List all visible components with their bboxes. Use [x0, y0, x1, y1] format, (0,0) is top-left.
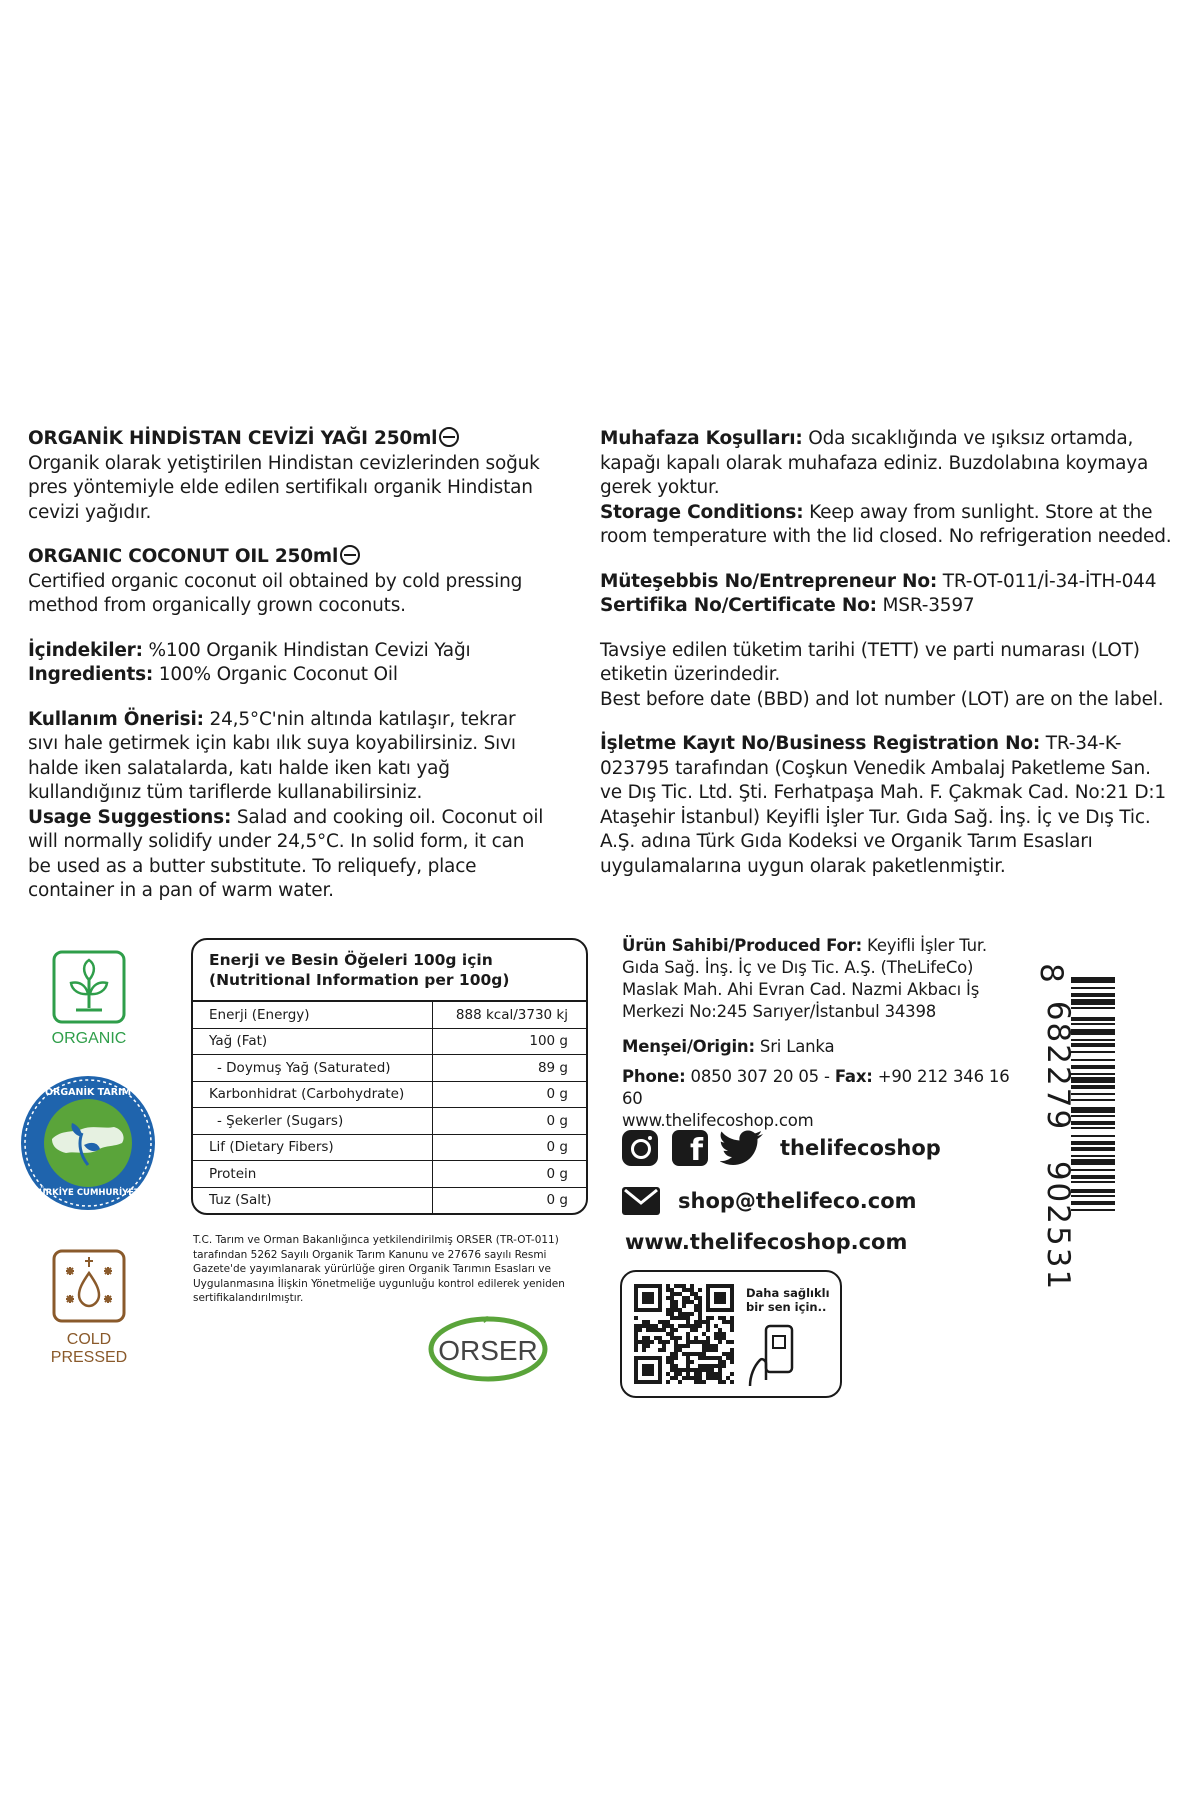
nutrition-row [193, 1161, 586, 1188]
nutrition-row [193, 1135, 586, 1162]
usage-tr: Kullanım Önerisi: 24,5°C'nin altında katılaşır, tekrar sıvı hale getirmek için kabı ılık suya koyabilirsiniz. Sıvı halde iken salatalarda, katı halde iken katı yağ kullandığınız tüm tariflerde kullanabilirsiniz. [28, 708, 516, 803]
nutrition-value: 100 g [529, 1033, 568, 1050]
product-title-tr: ORGANİK HİNDİSTAN CEVİZİ YAĞI 250ml [28, 427, 548, 452]
nutrition-label: Yağ (Fat) [193, 1029, 433, 1055]
mail-icon [622, 1187, 660, 1215]
orser-logo [428, 1313, 548, 1383]
social-row [622, 1128, 941, 1168]
bbd-en: Best before date (BBD) and lot number (LOT) are on the label. [600, 688, 1164, 710]
social-handle[interactable]: thelifecoshop [780, 1136, 941, 1160]
entrepreneur-no: Müteşebbis No/Entrepreneur No: TR-OT-011/İ-34-İTH-044 [600, 570, 1157, 592]
website-small[interactable]: www.thelifecoshop.com [622, 1111, 814, 1130]
nutrition-row [193, 1108, 586, 1135]
certification-note: T.C. Tarım ve Orman Bakanlığınca yetkilendirilmiş ORSER (TR-OT-011) tarafından 5262 Sayılı Organik Tarım Kanunu ve 27676 sayılı Resmi Gazete'de yayımlanarak yürürlüğe giren Organik Tarımın Esasları ve Uygulanmasına İlişkin Yönetmeliğe uygunluğu kontrol edilerek yeniden sertifikalandırılmıştır. [193, 1234, 565, 1304]
nutrition-value: 888 kcal/3730 kj [455, 1006, 568, 1023]
nutrition-value: 0 g [546, 1165, 568, 1182]
orser-logo-text: ORSER [438, 1335, 538, 1366]
seal-bottom-text: TÜRKİYE CUMHURİYETİ [32, 1188, 144, 1198]
nutrition-row [193, 1055, 586, 1082]
nutrition-label: Karbonhidrat (Carbohydrate) [193, 1082, 433, 1108]
nutrition-value: 0 g [546, 1139, 568, 1156]
cold-pressed-icon [52, 1249, 126, 1323]
nutrition-rows [193, 1002, 586, 1213]
cold-pressed-badge [44, 1249, 134, 1367]
cold-label: COLD [66, 1331, 112, 1348]
estimated-sign-icon [439, 427, 459, 447]
storage-en: Storage Conditions: Keep away from sunlight. Store at the room temperature with the lid closed. No refrigeration needed. [600, 501, 1172, 547]
barcode [1032, 963, 1115, 1309]
producer: Ürün Sahibi/Produced For: Keyifli İşler Tur. Gıda Sağ. İnş. İç ve Dış Tic. A.Ş. (TheLifeCo) Maslak Mah. Ahi Evran Cad. Nazmi Akbacı İş Merkezi No:245 Sarıyer/İstanbul 34398 [622, 936, 987, 1021]
organic-label: ORGANIC [51, 1030, 127, 1047]
qr-code-box [620, 1270, 842, 1398]
email-address[interactable]: shop@thelifeco.com [678, 1189, 917, 1213]
nutrition-value: 0 g [546, 1112, 568, 1129]
nutrition-row [193, 1082, 586, 1109]
barcode-first-digit: 8 [1032, 963, 1069, 983]
twitter-icon[interactable] [720, 1130, 764, 1166]
bbd-tr: Tavsiye edilen tüketim tarihi (TETT) ve parti numarası (LOT) etiketin üzerindedir. [600, 639, 1140, 685]
nutrition-table [191, 938, 588, 1215]
nutrition-value: 0 g [546, 1192, 568, 1209]
product-title-en: ORGANIC COCONUT OIL 250ml [28, 545, 548, 570]
nutrition-row [193, 1029, 586, 1056]
usage-en: Usage Suggestions: Salad and cooking oil. Coconut oil will normally solidify under 24,5°C. In solid form, it can be used as a butter substitute. To reliquefy, place container in a pan of warm water. [28, 806, 544, 901]
organic-farming-seal [18, 1073, 158, 1213]
ingredients-tr: İçindekiler: %100 Organik Hindistan Cevizi Yağı [28, 639, 471, 661]
nutrition-label: Tuz (Salt) [193, 1188, 433, 1214]
origin: Menşei/Origin: Sri Lanka [622, 1037, 835, 1056]
ingredients-en: Ingredients: 100% Organic Coconut Oil [28, 664, 398, 685]
phone-fax: Phone: 0850 307 20 05 - Fax: +90 212 346 16 60 [622, 1067, 1010, 1108]
barcode-group-2: 902531 [1040, 1160, 1076, 1292]
nutrition-label: Enerji (Energy) [193, 1002, 433, 1028]
website-big[interactable]: www.thelifecoshop.com [625, 1230, 908, 1254]
left-text-column [28, 427, 548, 904]
instagram-icon[interactable] [622, 1130, 658, 1166]
product-desc-tr: Organik olarak yetiştirilen Hindistan cevizlerinden soğuk pres yöntemiyle elde edilen sertifikalı organik Hindistan cevizi yağıdır. [28, 452, 540, 523]
nutrition-row [193, 1002, 586, 1029]
qr-code[interactable] [634, 1284, 734, 1384]
estimated-sign-icon [340, 545, 360, 565]
facebook-icon[interactable]: f [672, 1130, 708, 1166]
pressed-label: PRESSED [50, 1349, 128, 1366]
qr-caption: Daha sağlıklı bir sen için.. [746, 1286, 830, 1314]
right-text-column [600, 427, 1172, 879]
business-registration: İşletme Kayıt No/Business Registration No: TR-34-K-023795 tarafından (Coşkun Venedik Ambalaj Paketleme San. ve Dış Tic. Ltd. Şti. Ferhatpaşa Mah. F. Çakmak Cad. No:21 D:1 Ataşehir İstanbul) Keyifli İşler Tur. Gıda Sağ. İnş. İç ve Dış Tic. A.Ş. adına Türk Gıda Kodeksi ve Organik Tarım Esasları uygulamalarına uygun olarak paketlenmiştir. [600, 733, 1166, 877]
certificate-no: Sertifika No/Certificate No: MSR-3597 [600, 595, 975, 616]
nutrition-label: Lif (Dietary Fibers) [193, 1135, 433, 1161]
seal-top-text: ORGANİK TARIM [44, 1087, 132, 1098]
product-desc-en: Certified organic coconut oil obtained by cold pressing method from organically grown coconuts. [28, 570, 523, 616]
nutrition-value: 0 g [546, 1086, 568, 1103]
barcode-group-1: 682279 [1040, 1000, 1076, 1132]
organic-badge [50, 950, 128, 1048]
organic-leaf-icon [52, 950, 126, 1024]
nutrition-value: 89 g [537, 1059, 568, 1076]
nutrition-label: - Doymuş Yağ (Saturated) [193, 1055, 433, 1081]
nutrition-header: Enerji ve Besin Öğeleri 100g için (Nutritional Information per 100g) [193, 940, 586, 1002]
email-row [622, 1183, 917, 1219]
nutrition-label: Protein [193, 1161, 433, 1187]
nutrition-label: - Şekerler (Sugars) [193, 1108, 433, 1134]
phone-scan-icon [746, 1322, 806, 1388]
storage-tr: Muhafaza Koşulları: Oda sıcaklığında ve ışıksız ortamda, kapağı kapalı olarak muhafaza ediniz. Buzdolabına koymaya gerek yoktur. [600, 428, 1149, 498]
nutrition-row [193, 1188, 586, 1214]
producer-info [622, 935, 1022, 1132]
